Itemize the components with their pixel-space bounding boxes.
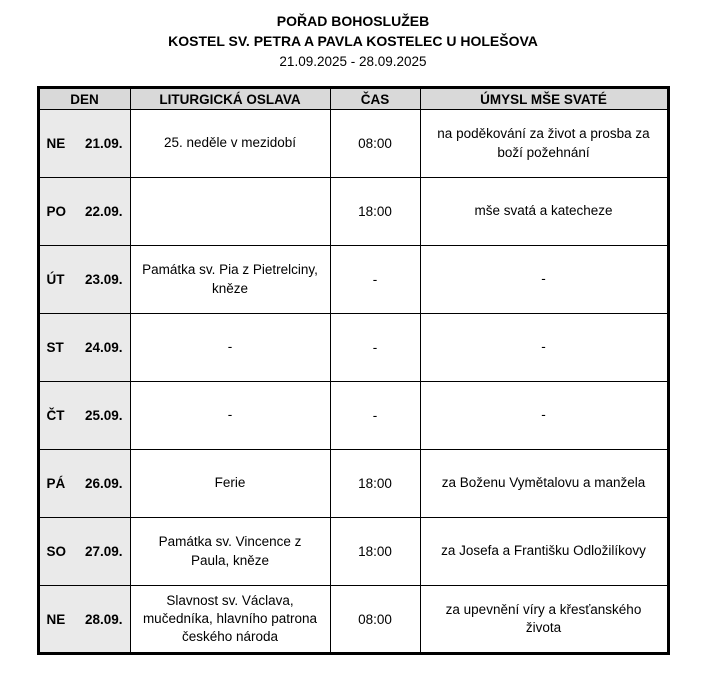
church-name: KOSTEL SV. PETRA A PAVLA KOSTELEC U HOLEŠOVA	[168, 32, 538, 49]
day-cell-content	[40, 136, 130, 151]
table-row	[38, 382, 668, 450]
celebration-cell: -	[130, 314, 330, 382]
time-cell: -	[330, 246, 420, 314]
time-cell: 18:00	[330, 178, 420, 246]
intention-cell: za Boženu Vymětalovu a manžela	[420, 450, 668, 518]
day-cell	[38, 178, 130, 246]
time-cell: -	[330, 382, 420, 450]
day-date: 21.09.	[84, 136, 123, 152]
day-cell	[38, 518, 130, 586]
time-cell: 08:00	[330, 110, 420, 178]
celebration-cell: Slavnost sv. Václava, mučedníka, hlavního patrona českého národa	[130, 586, 330, 654]
day-abbr: SO	[46, 544, 67, 560]
page-title: POŘAD BOHOSLUŽEB	[276, 13, 430, 29]
time-cell: 08:00	[330, 586, 420, 654]
day-cell-content	[40, 204, 130, 219]
schedule-table-body	[38, 110, 668, 654]
column-header-den: DEN	[38, 88, 130, 110]
intention-cell: -	[420, 246, 668, 314]
table-row	[38, 586, 668, 654]
document-header	[0, 12, 706, 72]
day-abbr: PÁ	[46, 476, 66, 492]
column-header-liturgical-celebration: LITURGICKÁ OSLAVA	[130, 88, 330, 110]
celebration-cell: -	[130, 382, 330, 450]
column-header-mass-intention: ÚMYSL MŠE SVATÉ	[420, 88, 668, 110]
day-date: 25.09.	[84, 408, 123, 424]
table-row	[38, 246, 668, 314]
intention-cell: -	[420, 314, 668, 382]
table-row	[38, 450, 668, 518]
day-date: 22.09.	[84, 204, 123, 220]
day-cell	[38, 246, 130, 314]
day-abbr: NE	[46, 136, 66, 152]
day-date: 27.09.	[84, 544, 123, 560]
intention-cell: -	[420, 382, 668, 450]
day-date: 24.09.	[84, 340, 123, 356]
time-cell: -	[330, 314, 420, 382]
day-cell-content	[40, 272, 130, 287]
day-cell-content	[40, 340, 130, 355]
intention-cell: za Josefa a Františku Odložilíkovy	[420, 518, 668, 586]
day-date: 26.09.	[84, 476, 123, 492]
table-row	[38, 110, 668, 178]
time-cell: 18:00	[330, 450, 420, 518]
intention-cell: na poděkování za život a prosba za boží požehnání	[420, 110, 668, 178]
table-row	[38, 178, 668, 246]
day-cell	[38, 586, 130, 654]
intention-cell: mše svatá a katecheze	[420, 178, 668, 246]
date-range: 21.09.2025 - 28.09.2025	[279, 54, 427, 70]
celebration-cell: Památka sv. Pia z Pietrelciny, kněze	[130, 246, 330, 314]
day-cell	[38, 450, 130, 518]
day-cell-content	[40, 612, 130, 627]
day-abbr: ÚT	[46, 272, 65, 288]
day-cell-content	[40, 476, 130, 491]
day-abbr: ČT	[46, 408, 65, 424]
day-cell	[38, 110, 130, 178]
day-abbr: NE	[46, 611, 66, 627]
table-header-row	[38, 88, 668, 110]
table-row	[38, 518, 668, 586]
day-cell	[38, 382, 130, 450]
column-header-time: ČAS	[330, 88, 420, 110]
intention-cell: za upevnění víry a křesťanského života	[420, 586, 668, 654]
celebration-cell: 25. neděle v mezidobí	[130, 110, 330, 178]
table-row	[38, 314, 668, 382]
day-cell	[38, 314, 130, 382]
day-abbr: PO	[46, 204, 67, 220]
day-date: 23.09.	[84, 272, 123, 288]
time-cell: 18:00	[330, 518, 420, 586]
day-cell-content	[40, 408, 130, 423]
celebration-cell: Ferie	[130, 450, 330, 518]
celebration-cell: Památka sv. Vincence z Paula, kněze	[130, 518, 330, 586]
day-cell-content	[40, 544, 130, 559]
celebration-cell	[130, 178, 330, 246]
day-abbr: ST	[46, 340, 64, 356]
day-date: 28.09.	[84, 611, 123, 627]
schedule-table	[37, 86, 670, 655]
